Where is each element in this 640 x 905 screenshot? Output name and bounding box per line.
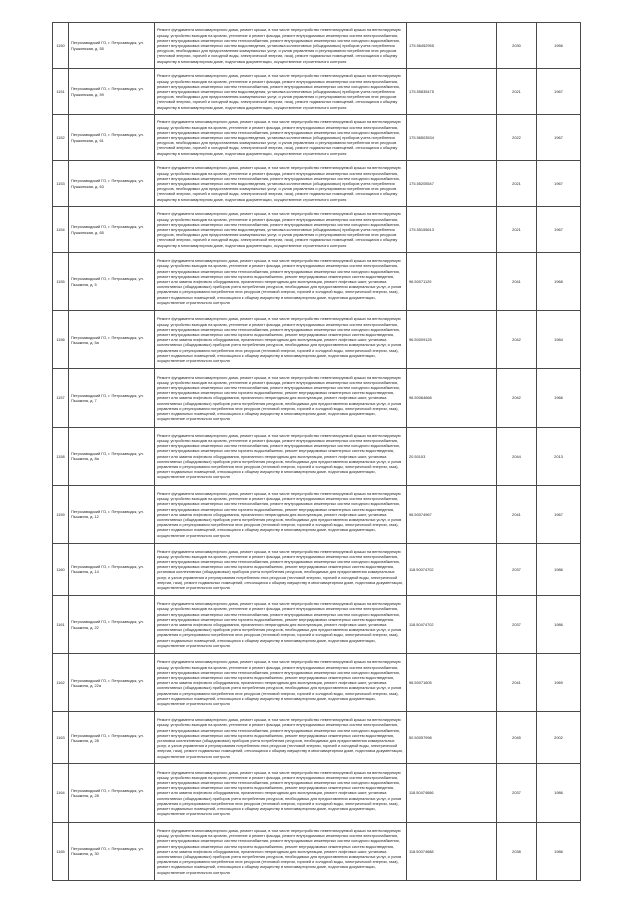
cost-cell: 50.50057998 (407, 712, 497, 764)
built-year-cell: 1967 (537, 207, 581, 253)
address-cell: Петрозаводский ГО, г. Петрозаводск, ул. Пышкина, д. 8а (69, 427, 155, 485)
address-cell: Петрозаводский ГО, г. Петрозаводск, ул. Пышкина, д. 28 (69, 764, 155, 822)
due-year-cell: 2041 (497, 654, 537, 712)
address-cell: Петрозаводский ГО, г. Петрозаводск, ул. Пышкина, д. 7 (69, 369, 155, 427)
repair-program-table (52, 22, 581, 881)
cost-cell: 96.50071605 (407, 654, 497, 712)
table-row (53, 253, 581, 311)
due-year-cell: 2045 (497, 712, 537, 764)
row-number: 1152 (53, 115, 69, 161)
table-row (53, 23, 581, 69)
cost-cell: 175.55835475 (407, 69, 497, 115)
due-year-cell: 2021 (497, 69, 537, 115)
row-number: 1165 (53, 822, 69, 880)
built-year-cell: 1986 (537, 822, 581, 880)
row-number: 1161 (53, 596, 69, 654)
address-cell: Петрозаводский ГО, г. Петрозаводск, ул. Пышкина, д. 30 (69, 822, 155, 880)
work-description-cell: Ремонт фундамента многоквартирного дома, ремонт крыши, в том числе переустройство невентилируемой крыши на вентилируемую крышу, устройство выходов на кровлю, утепление и ремонт фасада, ремонт внутридомовых инженерных систем электроснабжения, ремонт внутридомовых инженерных систем теплоснабжения, ремонт внутридомовых инженерных систем холодного водоснабжения, ремонт внутридомовых инженерных систем водоотведения, установка коллективных (общедомовых) приборов учета потребления ресурсов, необходимых для предоставления коммунальных услуг, и узлов управления и регулирования потребления этих ресурсов (тепловой энергии, горячей и холодной воды, электрической энергии, газа), ремонт подвальных помещений, относящихся к общему имуществу в многоквартирном доме, подготовка документации, осуществление строительного контроля (155, 69, 407, 115)
document-page (52, 22, 580, 881)
row-number: 1162 (53, 654, 69, 712)
address-cell: Петрозаводский ГО, г. Петрозаводск, ул. Пушкинская, д. 63 (69, 161, 155, 207)
address-cell: Петрозаводский ГО, г. Петрозаводск, ул. Пышкина, д. 22 (69, 596, 155, 654)
work-description-cell: Ремонт фундамента многоквартирного дома, ремонт крыши, в том числе переустройство невентилируемой крыши на вентилируемую крышу, устройство выходов на кровлю, утепление и ремонт фасада, ремонт внутридомовых инженерных систем электроснабжения, ремонт внутридомовых инженерных систем теплоснабжения, ремонт внутридомовых инженерных систем холодного водоснабжения, ремонт внутридомовых инженерных систем горячего водоснабжения, ремонт внутридомовых инженерных систем водоотведения, ремонт или замена лифтового оборудования, признанного непригодным для эксплуатации, ремонт лифтовых шахт, установка коллективных (общедомовых) приборов учета потребления ресурсов, необходимых для предоставления коммунальных услуг, и узлов управления и регулирования потребления этих ресурсов (тепловой энергии, горячей и холодной воды, электрической энергии, газа), ремонт подвальных помещений, относящихся к общему имуществу в многоквартирном доме, подготовка документации, осуществление строительного контроля (155, 253, 407, 311)
work-description-cell: Ремонт фундамента многоквартирного дома, ремонт крыши, в том числе переустройство невентилируемой крыши на вентилируемую крышу, устройство выходов на кровлю, утепление и ремонт фасада, ремонт внутридомовых инженерных систем электроснабжения, ремонт внутридомовых инженерных систем теплоснабжения, ремонт внутридомовых инженерных систем холодного водоснабжения, ремонт внутридомовых инженерных систем горячего водоснабжения, ремонт внутридомовых инженерных систем водоотведения, ремонт или замена лифтового оборудования, признанного непригодным для эксплуатации, ремонт лифтовых шахт, установка коллективных (общедомовых) приборов учета потребления ресурсов, необходимых для предоставления коммунальных услуг, и узлов управления и регулирования потребления этих ресурсов (тепловой энергии, горячей и холодной воды, электрической энергии, газа), ремонт подвальных помещений, относящихся к общему имуществу в многоквартирном доме, подготовка документации, осуществление строительного контроля (155, 427, 407, 485)
work-description-cell: Ремонт фундамента многоквартирного дома, ремонт крыши, в том числе переустройство невентилируемой крыши на вентилируемую крышу, устройство выходов на кровлю, утепление и ремонт фасада, ремонт внутридомовых инженерных систем электроснабжения, ремонт внутридомовых инженерных систем теплоснабжения, ремонт внутридомовых инженерных систем холодного водоснабжения, ремонт внутридомовых инженерных систем горячего водоснабжения, ремонт внутридомовых инженерных систем водоотведения, ремонт или замена лифтового оборудования, признанного непригодным для эксплуатации, ремонт лифтовых шахт, установка коллективных (общедомовых) приборов учета потребления ресурсов, необходимых для предоставления коммунальных услуг, и узлов управления и регулирования потребления этих ресурсов (тепловой энергии, горячей и холодной воды, электрической энергии, газа), ремонт подвальных помещений, относящихся к общему имуществу в многоквартирном доме, подготовка документации, осуществление строительного контроля (155, 596, 407, 654)
work-description-cell: Ремонт фундамента многоквартирного дома, ремонт крыши, в том числе переустройство невентилируемой крыши на вентилируемую крышу, устройство выходов на кровлю, утепление и ремонт фасада, ремонт внутридомовых инженерных систем электроснабжения, ремонт внутридомовых инженерных систем теплоснабжения, ремонт внутридомовых инженерных систем холодного водоснабжения, ремонт внутридомовых инженерных систем горячего водоснабжения, ремонт внутридомовых инженерных систем водоотведения, ремонт или замена лифтового оборудования, признанного непригодным для эксплуатации, ремонт лифтовых шахт, установка коллективных (общедомовых) приборов учета потребления ресурсов, необходимых для предоставления коммунальных услуг, и узлов управления и регулирования потребления этих ресурсов (тепловой энергии, горячей и холодной воды, электрической энергии, газа), ремонт подвальных помещений, относящихся к общему имуществу в многоквартирном доме, подготовка документации, осуществление строительного контроля (155, 485, 407, 543)
work-description-cell: Ремонт фундамента многоквартирного дома, ремонт крыши, в том числе переустройство невентилируемой крыши на вентилируемую крышу, устройство выходов на кровлю, утепление и ремонт фасада, ремонт внутридомовых инженерных систем электроснабжения, ремонт внутридомовых инженерных систем теплоснабжения, ремонт внутридомовых инженерных систем холодного водоснабжения, ремонт внутридомовых инженерных систем горячего водоснабжения, ремонт внутридомовых инженерных систем водоотведения, ремонт или замена лифтового оборудования, признанного непригодным для эксплуатации, ремонт лифтовых шахт, установка коллективных (общедомовых) приборов учета потребления ресурсов, необходимых для предоставления коммунальных услуг, и узлов управления и регулирования потребления этих ресурсов (тепловой энергии, горячей и холодной воды, электрической энергии, газа), ремонт подвальных помещений, относящихся к общему имуществу в многоквартирном доме, подготовка документации, осуществление строительного контроля (155, 311, 407, 369)
due-year-cell: 2038 (497, 822, 537, 880)
address-cell: Петрозаводский ГО, г. Петрозаводск, ул. Пышкина, д. 28 (69, 712, 155, 764)
built-year-cell: 1956 (537, 23, 581, 69)
due-year-cell: 2022 (497, 115, 537, 161)
cost-cell: 175.55155613 (407, 207, 497, 253)
work-description-cell: Ремонт фундамента многоквартирного дома, ремонт крыши, в том числе переустройство невентилируемой крыши на вентилируемую крышу, устройство выходов на кровлю, утепление и ремонт фасада, ремонт внутридомовых инженерных систем электроснабжения, ремонт внутридомовых инженерных систем теплоснабжения, ремонт внутридомовых инженерных систем холодного водоснабжения, ремонт внутридомовых инженерных систем водоотведения, установка коллективных (общедомовых) приборов учета потребления ресурсов, необходимых для предоставления коммунальных услуг, и узлов управления и регулирования потребления этих ресурсов (тепловой энергии, горячей и холодной воды, электрической энергии, газа), ремонт подвальных помещений, относящихся к общему имуществу в многоквартирном доме, подготовка документации, осуществление строительного контроля (155, 161, 407, 207)
table-row (53, 596, 581, 654)
table-row (53, 311, 581, 369)
built-year-cell: 1986 (537, 764, 581, 822)
built-year-cell: 1986 (537, 596, 581, 654)
table-row (53, 427, 581, 485)
address-cell: Петрозаводский ГО, г. Петрозаводск, ул. Пушкинская, д. 55 (69, 23, 155, 69)
cost-cell: 118.50074702 (407, 543, 497, 595)
due-year-cell: 2037 (497, 764, 537, 822)
row-number: 1160 (53, 543, 69, 595)
built-year-cell: 1967 (537, 161, 581, 207)
address-cell: Петрозаводский ГО, г. Петрозаводск, ул. Пышкина, д. 14 (69, 543, 155, 595)
work-description-cell: Ремонт фундамента многоквартирного дома, ремонт крыши, в том числе переустройство невентилируемой крыши на вентилируемую крышу, устройство выходов на кровлю, утепление и ремонт фасада, ремонт внутридомовых инженерных систем электроснабжения, ремонт внутридомовых инженерных систем теплоснабжения, ремонт внутридомовых инженерных систем холодного водоснабжения, ремонт внутридомовых инженерных систем водоотведения, установка коллективных (общедомовых) приборов учета потребления ресурсов, необходимых для предоставления коммунальных услуг, и узлов управления и регулирования потребления этих ресурсов (тепловой энергии, горячей и холодной воды, электрической энергии, газа), ремонт подвальных помещений, относящихся к общему имуществу в многоквартирном доме, подготовка документации, осуществление строительного контроля (155, 115, 407, 161)
built-year-cell: 1984 (537, 311, 581, 369)
cost-cell: 118.50474666 (407, 764, 497, 822)
address-cell: Петрозаводский ГО, г. Петрозаводск, ул. Пышкина, д. 22а (69, 654, 155, 712)
cost-cell: 96.50009125 (407, 311, 497, 369)
address-cell: Петрозаводский ГО, г. Петрозаводск, ул. Пушкинская, д. 65 (69, 207, 155, 253)
table-row (53, 115, 581, 161)
due-year-cell: 2041 (497, 485, 537, 543)
cost-cell: 96.50071129 (407, 253, 497, 311)
table-row (53, 712, 581, 764)
row-number: 1159 (53, 485, 69, 543)
due-year-cell: 2042 (497, 311, 537, 369)
row-number: 1157 (53, 369, 69, 427)
due-year-cell: 2021 (497, 207, 537, 253)
due-year-cell: 2037 (497, 543, 537, 595)
table-row (53, 485, 581, 543)
address-cell: Петрозаводский ГО, г. Петрозаводск, ул. Пышкина, д. 5а (69, 311, 155, 369)
built-year-cell: 1967 (537, 115, 581, 161)
row-number: 1153 (53, 161, 69, 207)
row-number: 1156 (53, 311, 69, 369)
table-row (53, 764, 581, 822)
row-number: 1151 (53, 69, 69, 115)
cost-cell: 175.55205547 (407, 161, 497, 207)
due-year-cell: 2042 (497, 369, 537, 427)
address-cell: Петрозаводский ГО, г. Петрозаводск, ул. Пушкинская, д. 61 (69, 115, 155, 161)
work-description-cell: Ремонт фундамента многоквартирного дома, ремонт крыши, в том числе переустройство невентилируемой крыши на вентилируемую крышу, устройство выходов на кровлю, утепление и ремонт фасада, ремонт внутридомовых инженерных систем электроснабжения, ремонт внутридомовых инженерных систем теплоснабжения, ремонт внутридомовых инженерных систем холодного водоснабжения, ремонт внутридомовых инженерных систем водоотведения, установка коллективных (общедомовых) приборов учета потребления ресурсов, необходимых для предоставления коммунальных услуг, и узлов управления и регулирования потребления этих ресурсов (тепловой энергии, горячей и холодной воды, электрической энергии, газа), ремонт подвальных помещений, относящихся к общему имуществу в многоквартирном доме, подготовка документации, осуществление строительного контроля (155, 23, 407, 69)
work-description-cell: Ремонт фундамента многоквартирного дома, ремонт крыши, в том числе переустройство невентилируемой крыши на вентилируемую крышу, устройство выходов на кровлю, утепление и ремонт фасада, ремонт внутридомовых инженерных систем электроснабжения, ремонт внутридомовых инженерных систем теплоснабжения, ремонт внутридомовых инженерных систем холодного водоснабжения, ремонт внутридомовых инженерных систем горячего водоснабжения, ремонт внутридомовых инженерных систем водоотведения, установка коллективных (общедомовых) приборов учета потребления ресурсов, необходимых для предоставления коммунальных услуг, и узлов управления и регулирования потребления этих ресурсов (тепловой энергии, горячей и холодной воды, электрической энергии, газа), ремонт подвальных помещений, относящихся к общему имуществу в многоквартирном доме, подготовка документации, осуществление строительного контроля (155, 712, 407, 764)
built-year-cell: 2002 (537, 712, 581, 764)
table-row (53, 654, 581, 712)
due-year-cell: 2044 (497, 427, 537, 485)
work-description-cell: Ремонт фундамента многоквартирного дома, ремонт крыши, в том числе переустройство невентилируемой крыши на вентилируемую крышу, устройство выходов на кровлю, утепление и ремонт фасада, ремонт внутридомовых инженерных систем электроснабжения, ремонт внутридомовых инженерных систем теплоснабжения, ремонт внутридомовых инженерных систем холодного водоснабжения, ремонт внутридомовых инженерных систем горячего водоснабжения, ремонт внутридомовых инженерных систем водоотведения, ремонт или замена лифтового оборудования, признанного непригодным для эксплуатации, ремонт лифтовых шахт, установка коллективных (общедомовых) приборов учета потребления ресурсов, необходимых для предоставления коммунальных услуг, и узлов управления и регулирования потребления этих ресурсов (тепловой энергии, горячей и холодной воды, электрической энергии, газа), ремонт подвальных помещений, относящихся к общему имуществу в многоквартирном доме, подготовка документации, осуществление строительного контроля (155, 764, 407, 822)
cost-cell: 96.50064668 (407, 369, 497, 427)
address-cell: Петрозаводский ГО, г. Петрозаводск, ул. Пышкина, д. 5 (69, 253, 155, 311)
work-description-cell: Ремонт фундамента многоквартирного дома, ремонт крыши, в том числе переустройство невентилируемой крыши на вентилируемую крышу, устройство выходов на кровлю, утепление и ремонт фасада, ремонт внутридомовых инженерных систем электроснабжения, ремонт внутридомовых инженерных систем теплоснабжения, ремонт внутридомовых инженерных систем холодного водоснабжения, ремонт внутридомовых инженерных систем горячего водоснабжения, ремонт внутридомовых инженерных систем водоотведения, установка коллективных (общедомовых) приборов учета потребления ресурсов, необходимых для предоставления коммунальных услуг, и узлов управления и регулирования потребления этих ресурсов (тепловой энергии, горячей и холодной воды, электрической энергии, газа), ремонт подвальных помещений, относящихся к общему имуществу в многоквартирном доме, подготовка документации, осуществление строительного контроля (155, 543, 407, 595)
built-year-cell: 1968 (537, 253, 581, 311)
table-row (53, 822, 581, 880)
row-number: 1155 (53, 253, 69, 311)
table-row (53, 69, 581, 115)
row-number: 1163 (53, 712, 69, 764)
cost-cell: 175.56452955 (407, 23, 497, 69)
built-year-cell: 2013 (537, 427, 581, 485)
built-year-cell: 1967 (537, 485, 581, 543)
built-year-cell: 1966 (537, 369, 581, 427)
cost-cell: 118.50074688 (407, 822, 497, 880)
built-year-cell: 1969 (537, 654, 581, 712)
row-number: 1164 (53, 764, 69, 822)
built-year-cell: 1986 (537, 543, 581, 595)
row-number: 1154 (53, 207, 69, 253)
due-year-cell: 2021 (497, 161, 537, 207)
table-body (53, 23, 581, 881)
work-description-cell: Ремонт фундамента многоквартирного дома, ремонт крыши, в том числе переустройство невентилируемой крыши на вентилируемую крышу, устройство выходов на кровлю, утепление и ремонт фасада, ремонт внутридомовых инженерных систем электроснабжения, ремонт внутридомовых инженерных систем теплоснабжения, ремонт внутридомовых инженерных систем холодного водоснабжения, ремонт внутридомовых инженерных систем горячего водоснабжения, ремонт внутридомовых инженерных систем водоотведения, ремонт или замена лифтового оборудования, признанного непригодным для эксплуатации, ремонт лифтовых шахт, установка коллективных (общедомовых) приборов учета потребления ресурсов, необходимых для предоставления коммунальных услуг, и узлов управления и регулирования потребления этих ресурсов (тепловой энергии, горячей и холодной воды, электрической энергии, газа), ремонт подвальных помещений, относящихся к общему имуществу в многоквартирном доме, подготовка документации, осуществление строительного контроля (155, 654, 407, 712)
work-description-cell: Ремонт фундамента многоквартирного дома, ремонт крыши, в том числе переустройство невентилируемой крыши на вентилируемую крышу, устройство выходов на кровлю, утепление и ремонт фасада, ремонт внутридомовых инженерных систем электроснабжения, ремонт внутридомовых инженерных систем теплоснабжения, ремонт внутридомовых инженерных систем холодного водоснабжения, ремонт внутридомовых инженерных систем горячего водоснабжения, ремонт внутридомовых инженерных систем водоотведения, ремонт или замена лифтового оборудования, признанного непригодным для эксплуатации, ремонт лифтовых шахт, установка коллективных (общедомовых) приборов учета потребления ресурсов, необходимых для предоставления коммунальных услуг, и узлов управления и регулирования потребления этих ресурсов (тепловой энергии, горячей и холодной воды, электрической энергии, газа), ремонт подвальных помещений, относящихся к общему имуществу в многоквартирном доме, подготовка документации, осуществление строительного контроля (155, 369, 407, 427)
table-row (53, 161, 581, 207)
table-row (53, 369, 581, 427)
table-row (53, 543, 581, 595)
table-row (53, 207, 581, 253)
built-year-cell: 1967 (537, 69, 581, 115)
due-year-cell: 2030 (497, 23, 537, 69)
address-cell: Петрозаводский ГО, г. Петрозаводск, ул. Пушкинская, д. 59 (69, 69, 155, 115)
cost-cell: 118.50474702 (407, 596, 497, 654)
cost-cell: 175.56503534 (407, 115, 497, 161)
address-cell: Петрозаводский ГО, г. Петрозаводск, ул. Пышкина, д. 12 (69, 485, 155, 543)
cost-cell: 96.50074967 (407, 485, 497, 543)
work-description-cell: Ремонт фундамента многоквартирного дома, ремонт крыши, в том числе переустройство невентилируемой крыши на вентилируемую крышу, устройство выходов на кровлю, утепление и ремонт фасада, ремонт внутридомовых инженерных систем электроснабжения, ремонт внутридомовых инженерных систем теплоснабжения, ремонт внутридомовых инженерных систем холодного водоснабжения, ремонт внутридомовых инженерных систем горячего водоснабжения, ремонт внутридомовых инженерных систем водоотведения, ремонт или замена лифтового оборудования, признанного непригодным для эксплуатации, ремонт лифтовых шахт, установка коллективных (общедомовых) приборов учета потребления ресурсов, необходимых для предоставления коммунальных услуг, и узлов управления и регулирования потребления этих ресурсов (тепловой энергии, горячей и холодной воды, электрической энергии, газа), ремонт подвальных помещений, относящихся к общему имуществу в многоквартирном доме, подготовка документации, осуществление строительного контроля (155, 822, 407, 880)
cost-cell: 20.50103 (407, 427, 497, 485)
due-year-cell: 2037 (497, 596, 537, 654)
due-year-cell: 2041 (497, 253, 537, 311)
row-number: 1158 (53, 427, 69, 485)
work-description-cell: Ремонт фундамента многоквартирного дома, ремонт крыши, в том числе переустройство невентилируемой крыши на вентилируемую крышу, устройство выходов на кровлю, утепление и ремонт фасада, ремонт внутридомовых инженерных систем электроснабжения, ремонт внутридомовых инженерных систем теплоснабжения, ремонт внутридомовых инженерных систем холодного водоснабжения, ремонт внутридомовых инженерных систем водоотведения, установка коллективных (общедомовых) приборов учета потребления ресурсов, необходимых для предоставления коммунальных услуг, и узлов управления и регулирования потребления этих ресурсов (тепловой энергии, горячей и холодной воды, электрической энергии, газа), ремонт подвальных помещений, относящихся к общему имуществу в многоквартирном доме, подготовка документации, осуществление строительного контроля (155, 207, 407, 253)
row-number: 1150 (53, 23, 69, 69)
